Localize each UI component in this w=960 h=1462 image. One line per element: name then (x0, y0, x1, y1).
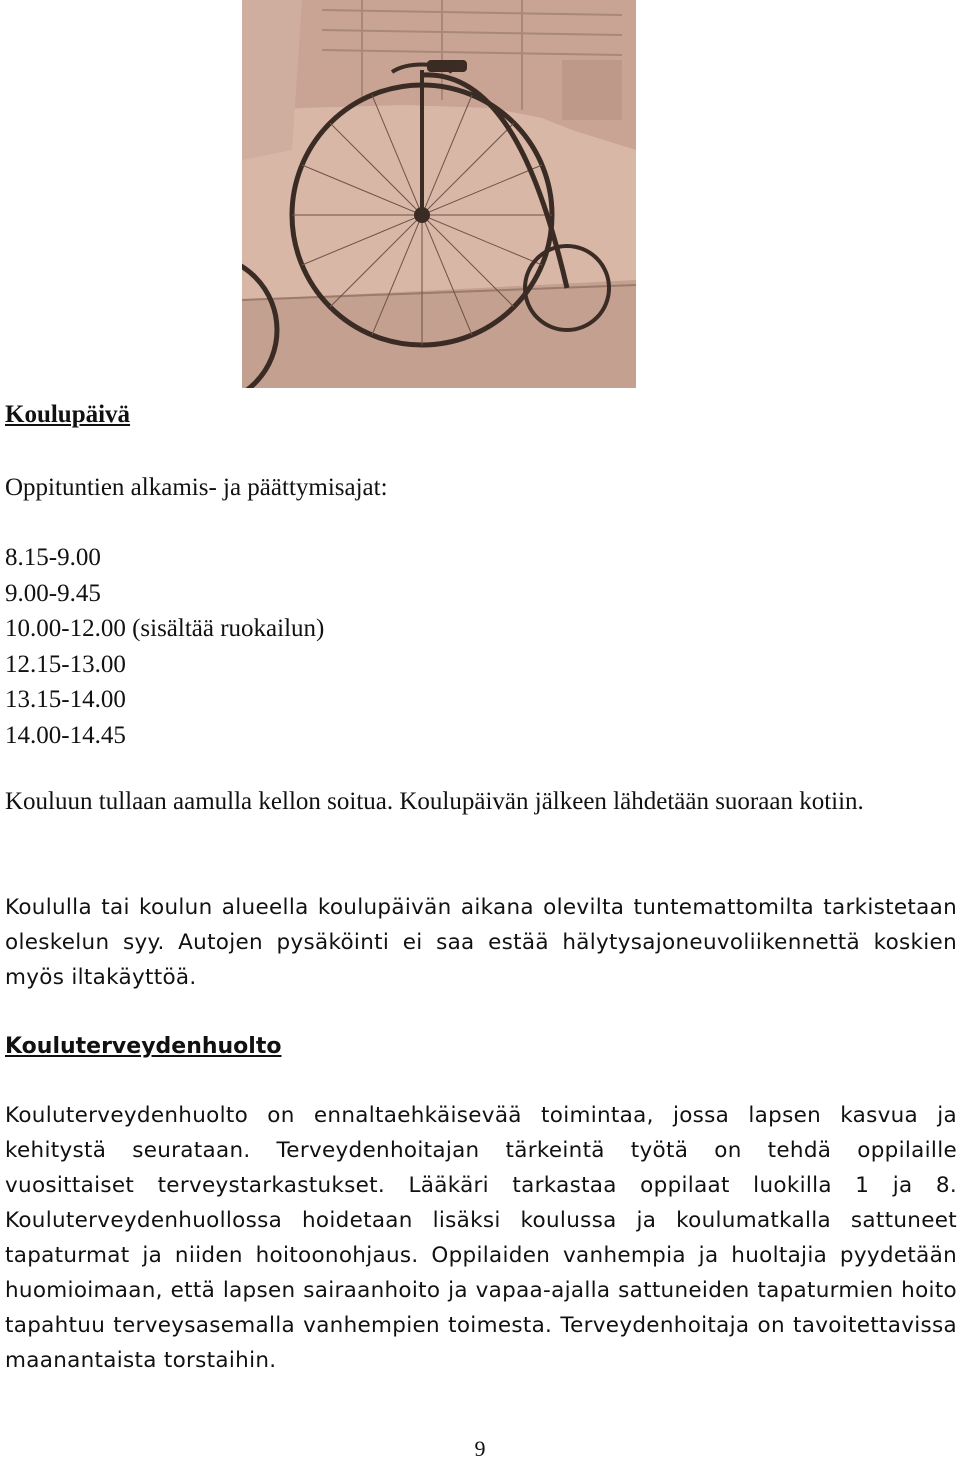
lesson-time: 10.00-12.00 (sisältää ruokailun) (5, 615, 325, 642)
lesson-time: 9.00-9.45 (5, 579, 101, 607)
paragraph-arrival: Kouluun tullaan aamulla kellon soitua. Koulupäivän jälkeen lähdetään suoraan kotiin. (5, 788, 864, 815)
paragraph-visitors: Koululla tai koulun alueella koulupäivän aikana olevilta tuntemattomilta tarkistetaan oleskelun syy. Autojen pysäköinti ei saa estää hälytysajoneuvoliikennettä koskien myös iltakäyttöä. (5, 895, 957, 990)
lesson-times-list (5, 540, 324, 753)
lesson-time: 8.15-9.00 (5, 544, 101, 571)
heading-health: Kouluterveydenhuolto (5, 1034, 282, 1059)
lesson-time: 12.15-13.00 (5, 650, 126, 678)
paragraph-health: Kouluterveydenhuolto on ennaltaehkäisevää toimintaa, jossa lapsen kasvua ja kehitystä seurataan. Terveydenhoitajan tärkeintä työtä on tehdä oppilaille vuosittaiset terveystarkastukset. Lääkäri tarkastaa oppilaat luokilla 1 ja 8. Kouluterveydenhuollossa hoidetaan lisäksi koulussa ja koulumatkalla sattuneet tapaturmat ja niiden hoitoonohjaus. Oppilaiden vanhempia ja huoltajia pyydetään huomioimaan, että lapsen sairaanhoito ja vapaa-ajalla sattuneiden tapaturmien hoito tapahtuu terveysasemalla vanhempien toimesta. Terveydenhoitaja on tavoitettavissa maanantaista torstaihin. (5, 1103, 957, 1373)
lesson-time: 14.00-14.45 (5, 721, 126, 749)
heading-schoolday: Koulupäivä (5, 401, 131, 428)
lesson-time: 13.15-14.00 (5, 686, 126, 713)
page-number: 9 (474, 1436, 486, 1461)
penny-farthing-photo (242, 0, 636, 388)
intro-text: Oppituntien alkamis- ja päättymisajat: (5, 474, 388, 501)
